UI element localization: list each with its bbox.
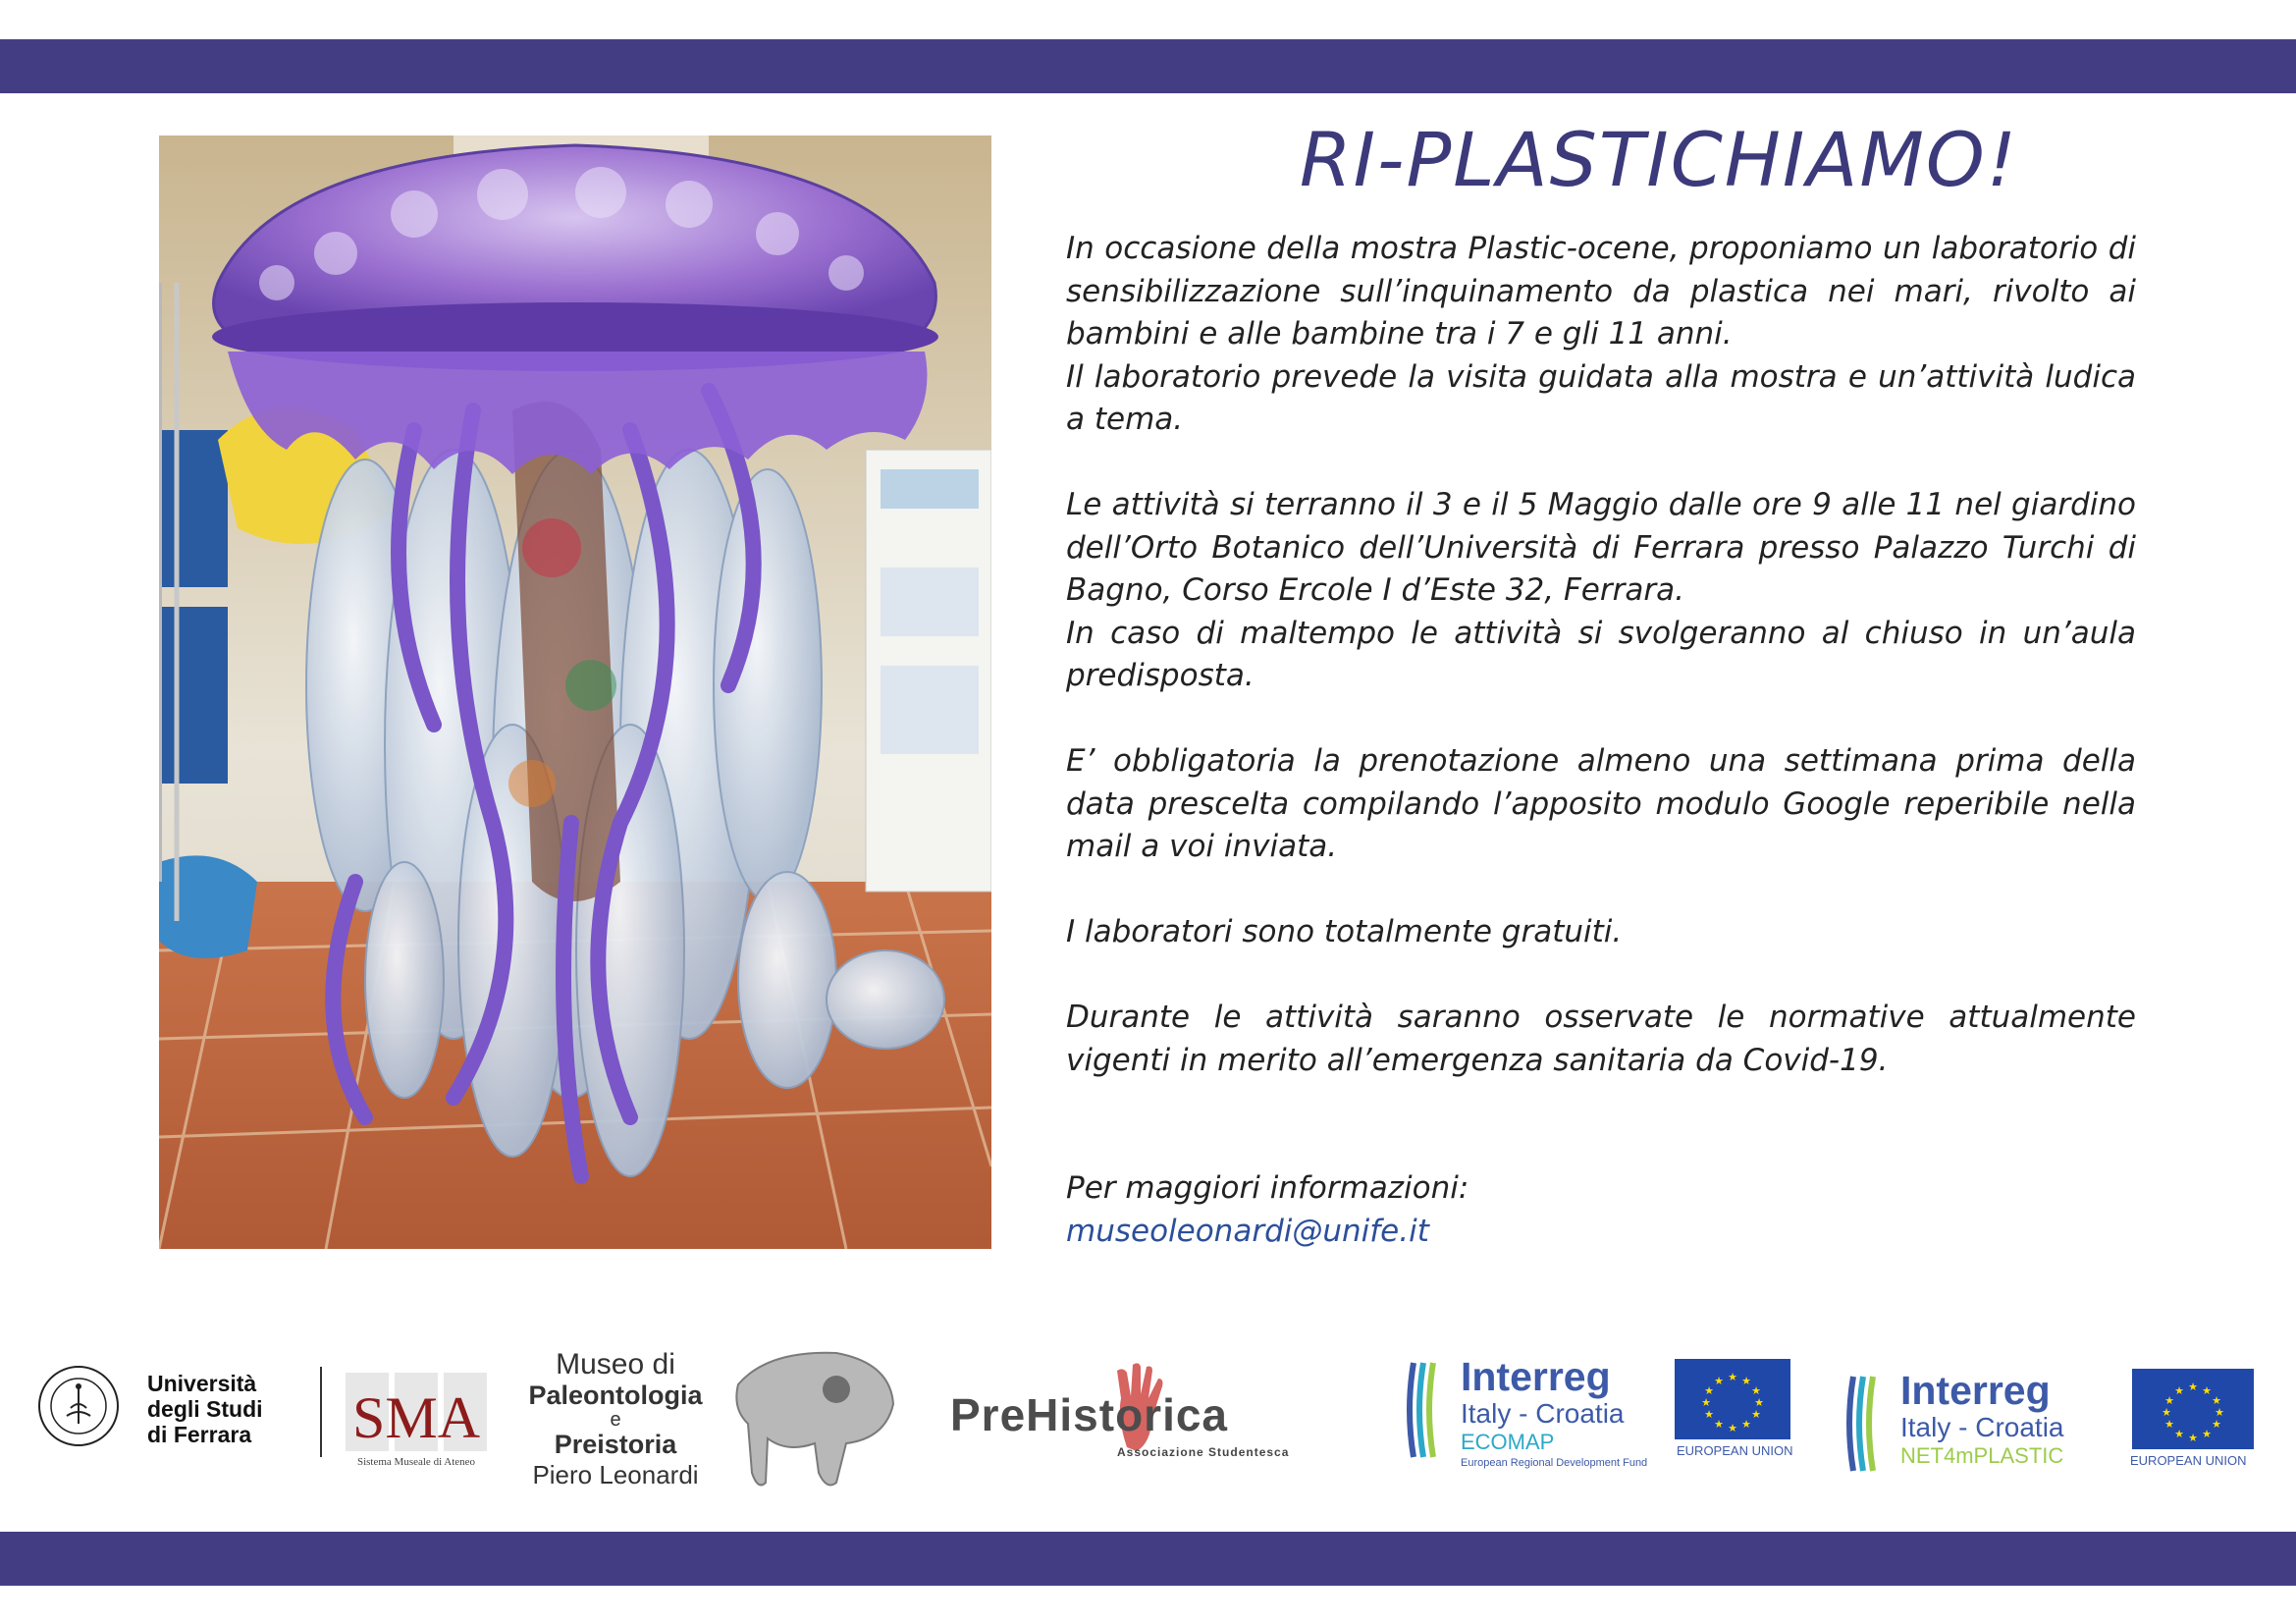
svg-text:★: ★ [2174,1384,2184,1397]
museo-line5: Piero Leonardi [532,1460,699,1489]
museo-logo [495,1349,736,1490]
paragraph-schedule: Le attività si terranno il 3 e il 5 Maggio dalle ore 9 alle 11 nel giardino dell’Orto Botanico dell’Università di Ferrara presso Palazzo Turchi di Bagno, Corso Ercole I d’Este 32, Ferrara. [1066,487,2136,608]
poster-title: RI-PLASTICHIAMO! [1299,116,2019,203]
logo-strip [0,1335,2296,1502]
svg-text:★: ★ [1704,1408,1714,1421]
svg-text:★: ★ [2164,1394,2174,1407]
museo-line2: Paleontologia [528,1380,703,1410]
svg-text:★: ★ [2212,1394,2221,1407]
contact-email-link[interactable]: museoleonardi@unife.it [1066,1214,1429,1249]
paragraph-free: I laboratori sono totalmente gratuiti. [1066,914,1623,949]
interreg-ecomap-country: Italy - Croatia [1461,1398,1625,1429]
svg-text:★: ★ [2212,1418,2221,1431]
contact-label: Per maggiori informazioni: [1066,1170,1469,1206]
svg-text:★: ★ [2215,1406,2224,1419]
bottom-band [0,1532,2296,1586]
prehistorica-logo [950,1388,1353,1477]
paragraph-program: Il laboratorio prevede la visita guidata alla mostra e un’attività ludica a tema. [1066,358,2136,437]
svg-text:★: ★ [1728,1422,1737,1435]
interreg-waves-icon [1843,1373,1883,1475]
sma-logo [338,1365,495,1473]
interreg-ecomap-fund: European Regional Development Fund [1461,1457,1648,1469]
paragraph-covid: Durante le attività saranno osservate le normative attualmente vigenti in merito all’emergenza sanitaria da Covid-19. [1066,1000,2136,1078]
museo-line4: Preistoria [554,1430,677,1459]
svg-text:★: ★ [2188,1432,2198,1444]
svg-text:★: ★ [2164,1418,2174,1431]
svg-text:★: ★ [2202,1384,2212,1397]
interreg-net4mplastic-project: NET4mPLASTIC [1900,1443,2064,1468]
svg-text:★: ★ [1741,1418,1751,1431]
svg-text:★: ★ [2162,1406,2171,1419]
sma-caption: Sistema Museale di Ateneo [356,1456,476,1468]
body-text [1066,228,2136,1082]
sma-mark: SMA [351,1385,481,1450]
svg-text:★: ★ [1751,1408,1761,1421]
interreg-net4mplastic-country: Italy - Croatia [1900,1412,2064,1442]
svg-text:★: ★ [1728,1371,1737,1383]
svg-text:★: ★ [1701,1396,1711,1409]
eu-label-net4mplastic: EUROPEAN UNION [2130,1453,2247,1468]
jellyfish-photo [159,135,991,1249]
eu-label-ecomap: EUROPEAN UNION [1677,1443,1793,1458]
interreg-net4mplastic-name: Interreg [1900,1368,2051,1413]
svg-text:★: ★ [1714,1418,1724,1431]
interreg-waves-icon [1404,1359,1443,1461]
paragraph-intro: In occasione della mostra Plastic-ocene, proponiamo un laboratorio di sensibilizzazione sull’inquinamento da plastica nei mari, rivolto ai bambini e alle bambine tra i 7 e gli 11 anni. [1066,231,2136,352]
top-band [0,39,2296,93]
interreg-ecomap-name: Interreg [1461,1354,1611,1399]
prehistorica-sub: Associazione Studentesca [1117,1445,1290,1459]
svg-text:★: ★ [1704,1384,1714,1397]
paragraph-weather: In caso di maltempo le attività si svolgeranno al chiuso in un’aula predisposta. [1066,615,2136,693]
logo-divider [320,1367,322,1457]
svg-text:★: ★ [2174,1428,2184,1440]
paragraph-booking: E’ obbligatoria la prenotazione almeno una settimana prima della data prescelta compilando l’apposito modulo Google reperibile nella mail a voi inviata. [1066,743,2136,864]
prehistorica-name: PreHistorica [950,1389,1229,1440]
interreg-ecomap-project: ECOMAP [1461,1430,1555,1454]
museo-line1: Museo di [556,1348,675,1380]
svg-text:★: ★ [2202,1428,2212,1440]
unife-line1: Università [147,1371,257,1396]
unife-line2: degli Studi [147,1396,263,1422]
skull-icon [728,1345,897,1492]
svg-text:★: ★ [1751,1384,1761,1397]
unife-seal-icon [37,1365,120,1447]
unife-line3: di Ferrara [147,1422,252,1447]
museo-line3: e [610,1409,621,1431]
svg-text:★: ★ [1741,1375,1751,1387]
contact-block [1066,1166,1468,1253]
svg-text:★: ★ [1754,1396,1764,1409]
svg-text:★: ★ [2188,1380,2198,1393]
eu-flag-icon [2132,1369,2254,1449]
svg-text:★: ★ [1714,1375,1724,1387]
eu-flag-icon [1675,1359,1790,1439]
